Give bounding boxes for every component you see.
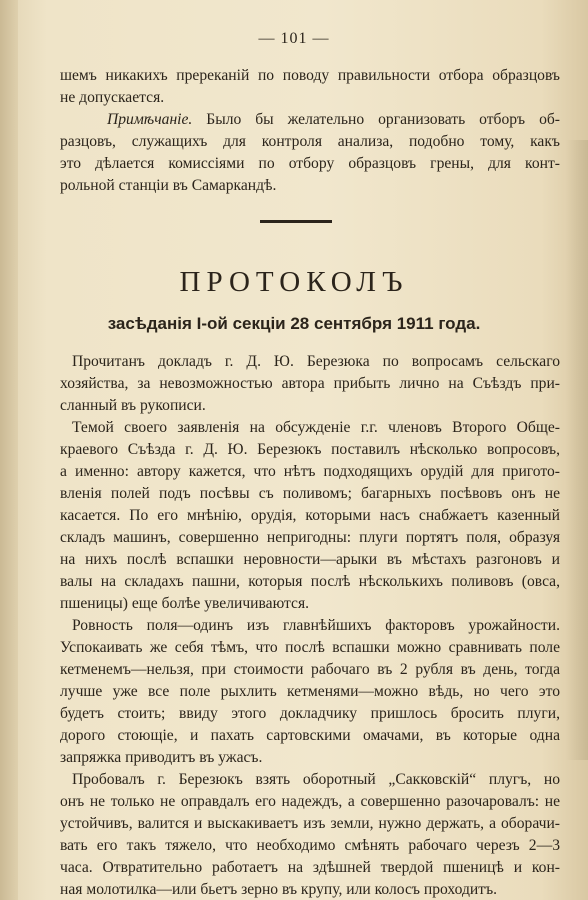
page-number: — 101 — bbox=[258, 30, 330, 47]
body-line: вленія полей подъ посѣвы съ поливомъ; багарныхъ посѣвовъ онъ не bbox=[60, 485, 560, 502]
body-line: валы на складахъ пашни, которыя послѣ нѣсколькихъ поливовъ (овса, bbox=[60, 573, 560, 590]
body-line: дорого стоющіе, и пахать сартовскими омачами, въ которые одна bbox=[60, 727, 560, 744]
body-line: устойчивъ, валится и выскакиваетъ изъ земли, нужно держать, а оборачи- bbox=[60, 815, 560, 832]
body-line: складъ машинъ, совершенно непригодны: плуги портятъ поля, образуя bbox=[60, 529, 560, 546]
body-line: часа. Отвратительно работаетъ на здѣшней твердой пшеницѣ и кон- bbox=[60, 859, 560, 876]
body-line: касается. По его мнѣнію, орудія, которыми насъ снабжаетъ казенный bbox=[60, 507, 560, 524]
body-line: а именно: автору кажется, что нѣтъ подходящихъ орудій для пригото- bbox=[60, 463, 560, 480]
body-line: вать его такъ тяжело, что необходимо смѣнять рабочаго черезъ 2—3 bbox=[60, 837, 560, 854]
body-line: сланный въ рукописи. bbox=[60, 397, 206, 414]
body-line: Прочитанъ докладъ г. Д. Ю. Березюка по вопросамъ сельскаго bbox=[72, 353, 560, 370]
text-line: не допускается. bbox=[60, 89, 165, 106]
body-line: кетменемъ—нельзя, при стоимости рабочаго въ 2 рубля въ день, тогда bbox=[60, 661, 560, 678]
body-line: лучше уже все поле рыхлить кетменями—можно вѣдь, но чего это bbox=[60, 683, 560, 700]
body-line: ная молотилка—или бьетъ зерно въ крупу, или колосъ проходитъ. bbox=[60, 881, 498, 898]
body-line: Пробовалъ г. Березюкъ взять оборотный „Сакковскій“ плугъ, но bbox=[72, 771, 560, 788]
text-line: шемъ никакихъ пререканій по поводу правильности отбора образцовъ bbox=[60, 67, 560, 84]
body-line: пшеницы) еще болѣе увеличиваются. bbox=[60, 595, 310, 612]
note-label: Примѣчаніе. bbox=[107, 111, 193, 128]
page-spine-shadow bbox=[0, 0, 18, 900]
body-line: хозяйства, за невозможностью автора прибыть лично на Съѣздъ при- bbox=[60, 375, 560, 392]
protocol-subtitle: засѣданія І-ой секціи 28 сентября 1911 года. bbox=[107, 314, 481, 333]
body-line: на нихъ послѣ вспашки неровности—арыки въ мѣстахъ разгоновъ и bbox=[60, 551, 560, 568]
body-line: онъ не только не оправдалъ его надеждъ, а совершенно разочаровалъ: не bbox=[60, 793, 560, 810]
body-line: будетъ стоить; ввиду этого докладчику пришлось бросить плуги, bbox=[60, 705, 560, 722]
body-line: краевого Съѣзда г. Д. Ю. Березюкъ поставилъ нѣсколько вопросовъ, bbox=[60, 441, 560, 458]
section-divider bbox=[260, 220, 332, 223]
note-line: это дѣлается комиссіями по отбору образцовъ грены, для конт- bbox=[60, 155, 560, 172]
note-line: разцовъ, служащихъ для контроля анализа, подобно тому, какъ bbox=[60, 133, 560, 150]
protocol-title: ПРОТОКОЛЪ bbox=[179, 266, 409, 298]
body-line: Ровность поля—одинъ изъ главнѣйшихъ факторовъ урожайности. bbox=[72, 617, 560, 634]
note-text: Было бы желательно организовать отборъ об- bbox=[206, 111, 560, 128]
note-line bbox=[107, 110, 560, 130]
body-line: Темой своего заявленія на обсужденіе г.г. членовъ Второго Обще- bbox=[72, 419, 560, 436]
page-edge-shadow bbox=[566, 140, 588, 760]
note-line: рольной станціи въ Самаркандѣ. bbox=[60, 177, 277, 194]
body-line: Успокаивать же себя тѣмъ, что послѣ вспашки можно сравнивать поле bbox=[60, 639, 560, 656]
body-line: запряжка приводитъ въ ужасъ. bbox=[60, 749, 263, 766]
